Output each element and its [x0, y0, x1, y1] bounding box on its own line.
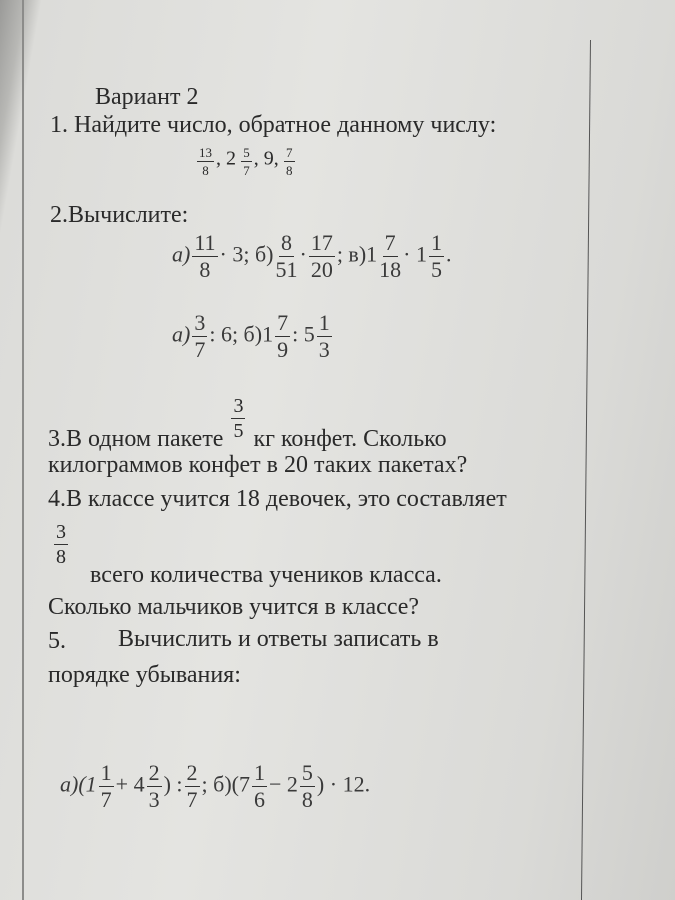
text: ; б)(7: [201, 771, 250, 797]
text: ·: [299, 241, 307, 267]
task2-row1: [172, 232, 451, 281]
denominator: 18: [379, 257, 402, 282]
numerator: 7: [384, 230, 396, 255]
text: : 5: [292, 321, 315, 347]
numerator: 1: [318, 310, 330, 335]
variant-title: Вариант 2: [95, 84, 199, 110]
task1-numbers: [195, 146, 297, 177]
task2-row2: [172, 312, 334, 361]
denominator: 8: [202, 163, 209, 178]
text: : 6; б)1: [209, 321, 274, 347]
denominator: 7: [100, 787, 112, 812]
text: ) :: [163, 771, 183, 797]
label: а): [172, 241, 191, 267]
task4-line3: Сколько мальчиков учится в классе?: [48, 594, 420, 620]
denominator: 3: [318, 337, 330, 362]
task5-line2: порядке убывания:: [48, 662, 241, 688]
denominator: 3: [148, 787, 160, 812]
task1-text: 1. Найдите число, обратное данному числу:: [50, 112, 497, 138]
numerator: 5: [301, 760, 313, 785]
numerator: 3: [56, 521, 66, 543]
numerator: 3: [194, 310, 206, 335]
numerator: 1: [100, 760, 112, 785]
task4-line1: 4.В классе учится 18 девочек, это составляет: [48, 486, 507, 512]
numerator: 5: [243, 145, 250, 160]
denominator: 5: [233, 420, 244, 442]
denominator: 20: [310, 257, 333, 282]
denominator: 8: [286, 163, 293, 178]
denominator: 8: [301, 787, 313, 812]
text: .: [445, 241, 452, 267]
numerator: 17: [310, 230, 333, 255]
denominator: 8: [56, 546, 66, 568]
text: + 4: [115, 771, 145, 797]
numerator: 11: [194, 230, 216, 255]
text: · 3; б): [219, 241, 274, 267]
paper-edge: [22, 0, 24, 900]
task3-line2: килограммов конфет в 20 таких пакетах?: [48, 452, 468, 478]
text: 3.В одном пакете: [48, 426, 224, 453]
numerator: 1: [254, 760, 265, 785]
text: − 2: [269, 771, 298, 797]
task5-number: 5.: [48, 628, 66, 654]
text: кг конфет. Сколько: [253, 426, 447, 453]
denominator: 5: [430, 257, 442, 282]
denominator: 7: [186, 787, 198, 812]
numerator: 7: [277, 310, 289, 335]
task4-line2: всего количества учеников класса.: [90, 562, 442, 588]
separator: , 9,: [253, 147, 279, 170]
numerator: 2: [186, 760, 198, 785]
text: · 1: [403, 241, 427, 267]
text: ) · 12.: [316, 771, 371, 797]
numerator: 13: [199, 145, 212, 160]
denominator: 7: [194, 337, 206, 362]
numerator: 3: [233, 395, 244, 417]
denominator: 6: [254, 787, 265, 812]
task2-text: 2.Вычислите:: [50, 202, 189, 228]
numerator: 7: [286, 145, 293, 160]
denominator: 51: [275, 257, 298, 282]
text: а)(1: [60, 771, 97, 797]
task5-expression: [60, 762, 370, 811]
denominator: 7: [243, 163, 250, 178]
denominator: 8: [199, 257, 211, 282]
numerator: 1: [430, 230, 442, 255]
label: а): [172, 321, 191, 347]
task4-fraction: [52, 522, 70, 567]
separator: , 2: [216, 147, 236, 170]
numerator: 8: [280, 230, 292, 255]
denominator: 9: [277, 337, 289, 362]
task5-line1: Вычислить и ответы записать в: [118, 626, 439, 652]
numerator: 2: [148, 760, 160, 785]
margin-line: [581, 40, 591, 900]
text: ; в)1: [336, 241, 378, 267]
